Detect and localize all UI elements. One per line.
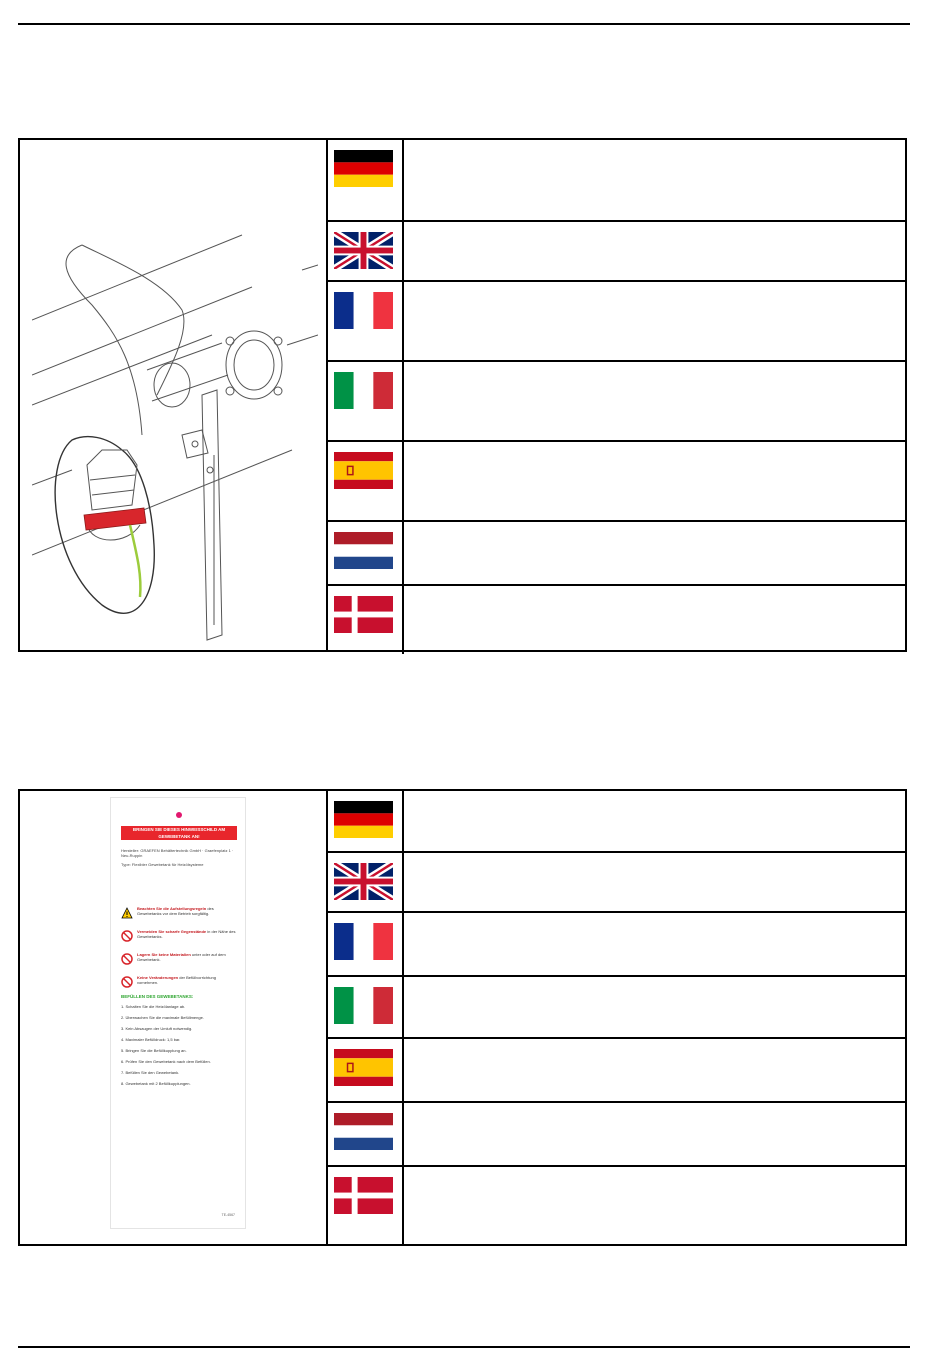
language-row-fr: [326, 911, 905, 977]
language-row-it: [326, 360, 905, 442]
language-rows-1: [326, 140, 905, 650]
language-row-en: [326, 851, 905, 913]
label-step: 8. Gewebetank mit 2 Befüllkupplungen.: [121, 1081, 191, 1086]
warning-label-card: [110, 797, 246, 1229]
label-step: 1. Schalten Sie die Heizölanlage ab.: [121, 1004, 186, 1009]
language-rows-2: [326, 791, 905, 1244]
fuel-tank-bracket-illustration: [32, 225, 318, 660]
label-warning-heading: Vermeiden Sie scharfe Gegenstände: [137, 929, 207, 934]
instruction-text-nl: [404, 1103, 905, 1167]
label-field: [121, 848, 237, 858]
label-warning-body: des Gewebetanks vor dem Betrieb sorgfältig.: [137, 906, 214, 916]
danish-flag-icon: [334, 1177, 393, 1214]
flag-cell: [326, 1103, 404, 1167]
footer-rule: [18, 1346, 910, 1348]
french-flag-icon: [334, 923, 393, 960]
label-warning: [121, 975, 237, 995]
german-flag-icon: [334, 150, 393, 187]
label-fields: [121, 848, 237, 871]
flag-cell: [326, 977, 404, 1039]
instruction-text-es: [404, 1039, 905, 1103]
flag-cell: [326, 362, 404, 442]
instruction-text-de: [404, 140, 905, 220]
label-warning-heading: Beachten Sie die Aufstellungsregeln: [137, 906, 207, 911]
instruction-text-en: [404, 222, 905, 282]
language-row-en: [326, 220, 905, 282]
flag-cell: [326, 442, 404, 522]
label-field-key: Hersteller:: [121, 848, 141, 853]
dutch-flag-icon: [334, 532, 393, 569]
flag-cell: [326, 913, 404, 977]
label-fill-title: BEFÜLLEN DES GEWEBETANKS:: [121, 994, 194, 999]
instruction-text-dk: [404, 586, 905, 654]
label-step: 5. Bringen Sie die Befüllkupplung an.: [121, 1048, 187, 1053]
label-steps: [121, 1004, 237, 1092]
label-field-value: Flexibler Gewebetank für Heizölsysteme: [131, 862, 204, 867]
no-entry-icon: [121, 953, 133, 965]
instruction-table-2: [18, 789, 907, 1246]
label-warning-text: [137, 929, 237, 939]
language-row-dk: [326, 1165, 905, 1246]
label-warning-body: in der Nähe des Gewebetanks.: [137, 929, 236, 939]
label-warning-text: [137, 906, 237, 916]
label-warning-heading: Lagern Sie keine Materialien: [137, 952, 191, 957]
language-row-nl: [326, 520, 905, 586]
language-row-dk: [326, 584, 905, 654]
instruction-table-1: [18, 138, 907, 652]
label-field: [121, 862, 237, 867]
label-title: BRINGEN SIE DIESES HINWEISSCHILD AM GEWEBETANK AN!: [121, 826, 237, 840]
label-warning: [121, 906, 237, 926]
language-row-es: [326, 1037, 905, 1103]
instruction-text-it: [404, 977, 905, 1039]
label-warning-body: unter oder auf dem Gewebetank.: [137, 952, 226, 962]
instruction-text-en: [404, 853, 905, 913]
label-warning-text: [137, 975, 237, 985]
hanging-hole: [176, 812, 182, 818]
flag-cell: [326, 222, 404, 282]
label-field-value: GRAEFEN Behältertechnik GmbH · Graefenplatz 1 · Neu-Ruppin: [121, 848, 234, 858]
spanish-flag-icon: [334, 1049, 393, 1086]
label-warning-text: [137, 952, 237, 962]
instruction-text-fr: [404, 282, 905, 362]
german-flag-icon: [334, 801, 393, 838]
instruction-text-dk: [404, 1167, 905, 1246]
label-warning: [121, 952, 237, 972]
dutch-flag-icon: [334, 1113, 393, 1150]
flag-cell: [326, 853, 404, 913]
label-warning-body: der Befüllvorrichtung vornehmen.: [137, 975, 216, 985]
header-rule: [18, 23, 910, 25]
uk-flag-icon: [334, 863, 393, 900]
label-code: TE-4567: [221, 1213, 235, 1217]
no-entry-icon: [121, 930, 133, 942]
language-row-de: [326, 140, 905, 220]
language-row-es: [326, 440, 905, 522]
spanish-flag-icon: [334, 452, 393, 489]
label-step: 7. Befüllen Sie den Gewebetank.: [121, 1070, 180, 1075]
instruction-text-nl: [404, 522, 905, 586]
language-row-fr: [326, 280, 905, 362]
label-warning: [121, 929, 237, 949]
illustration-cell: [20, 140, 328, 650]
flag-cell: [326, 1167, 404, 1246]
instruction-text-it: [404, 362, 905, 442]
flag-cell: [326, 791, 404, 851]
label-step: 6. Prüfen Sie den Gewebetank nach dem Befüllen.: [121, 1059, 211, 1064]
language-row-nl: [326, 1101, 905, 1167]
italian-flag-icon: [334, 372, 393, 409]
language-row-it: [326, 975, 905, 1039]
label-warnings: [121, 906, 237, 998]
language-row-de: [326, 791, 905, 851]
italian-flag-icon: [334, 987, 393, 1024]
warning-triangle-icon: [121, 907, 133, 919]
uk-flag-icon: [334, 232, 393, 269]
flag-cell: [326, 522, 404, 586]
label-step: 2. Überwachen Sie die maximale Befüllmenge.: [121, 1015, 204, 1020]
label-warning-heading: Keine Veränderungen: [137, 975, 179, 980]
label-card-cell: [20, 791, 328, 1244]
french-flag-icon: [334, 292, 393, 329]
flag-cell: [326, 1039, 404, 1103]
instruction-text-es: [404, 442, 905, 522]
no-entry-icon: [121, 976, 133, 988]
flag-cell: [326, 586, 404, 654]
instruction-text-fr: [404, 913, 905, 977]
flag-cell: [326, 282, 404, 362]
flag-cell: [326, 140, 404, 220]
label-field-key: Type:: [121, 862, 132, 867]
danish-flag-icon: [334, 596, 393, 633]
label-step: 4. Maximaler Befülldruck: 1,5 bar.: [121, 1037, 181, 1042]
label-step: 3. Kein Absaugen der Umluft notwendig.: [121, 1026, 193, 1031]
instruction-text-de: [404, 791, 905, 851]
